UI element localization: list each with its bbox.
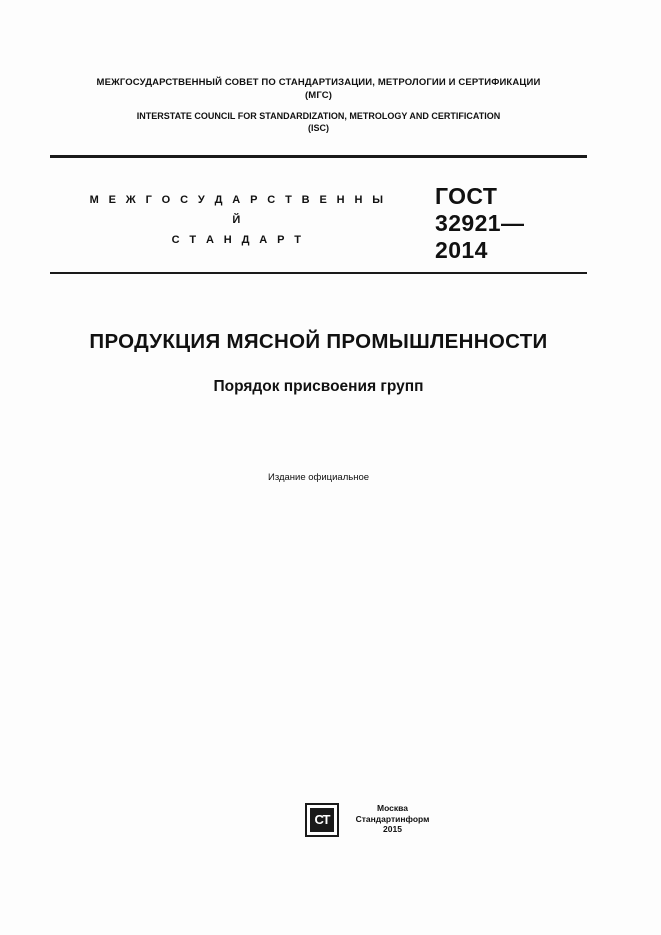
standard-designation-row xyxy=(50,183,587,263)
publisher-name: Стандартинформ xyxy=(355,813,430,824)
standard-number-line2: 32921— xyxy=(435,210,525,236)
edition-note: Издание официальное xyxy=(267,472,370,483)
publisher-year: 2015 xyxy=(383,824,402,834)
publisher-city: Москва xyxy=(377,803,408,813)
page-title: ПРОДУКЦИЯ МЯСНОЙ ПРОМЫШЛЕННОСТИ xyxy=(89,330,548,353)
logo-text: СТ xyxy=(310,808,334,832)
standard-number-line1: ГОСТ xyxy=(435,183,498,209)
publisher-info xyxy=(345,803,440,835)
divider-top xyxy=(50,155,587,158)
standard-type-line2: С Т А Н Д А Р Т xyxy=(171,234,305,246)
standard-type xyxy=(88,190,388,250)
council-spacer xyxy=(50,102,587,110)
standard-number-line3: 2014 xyxy=(435,237,488,263)
standard-number xyxy=(435,183,595,264)
page-subtitle: Порядок присвоения групп xyxy=(213,378,424,395)
council-en-line2: (ISC) xyxy=(308,123,329,133)
council-en-line1: INTERSTATE COUNCIL FOR STANDARDIZATION, METROLOGY AND CERTIFICATION xyxy=(136,111,501,121)
council-ru-line1: МЕЖГОСУДАРСТВЕННЫЙ СОВЕТ ПО СТАНДАРТИЗАЦИИ, МЕТРОЛОГИИ И СЕРТИФИКАЦИИ xyxy=(96,77,541,88)
standard-type-line1: М Е Ж Г О С У Д А Р С Т В Е Н Н Ы Й xyxy=(89,194,387,226)
council-ru-line2: (МГС) xyxy=(304,90,333,101)
standartinform-logo-icon xyxy=(305,803,339,837)
publisher-block xyxy=(250,800,440,850)
cover-content xyxy=(50,0,587,935)
council-header xyxy=(50,76,587,134)
divider-bottom xyxy=(50,272,587,274)
